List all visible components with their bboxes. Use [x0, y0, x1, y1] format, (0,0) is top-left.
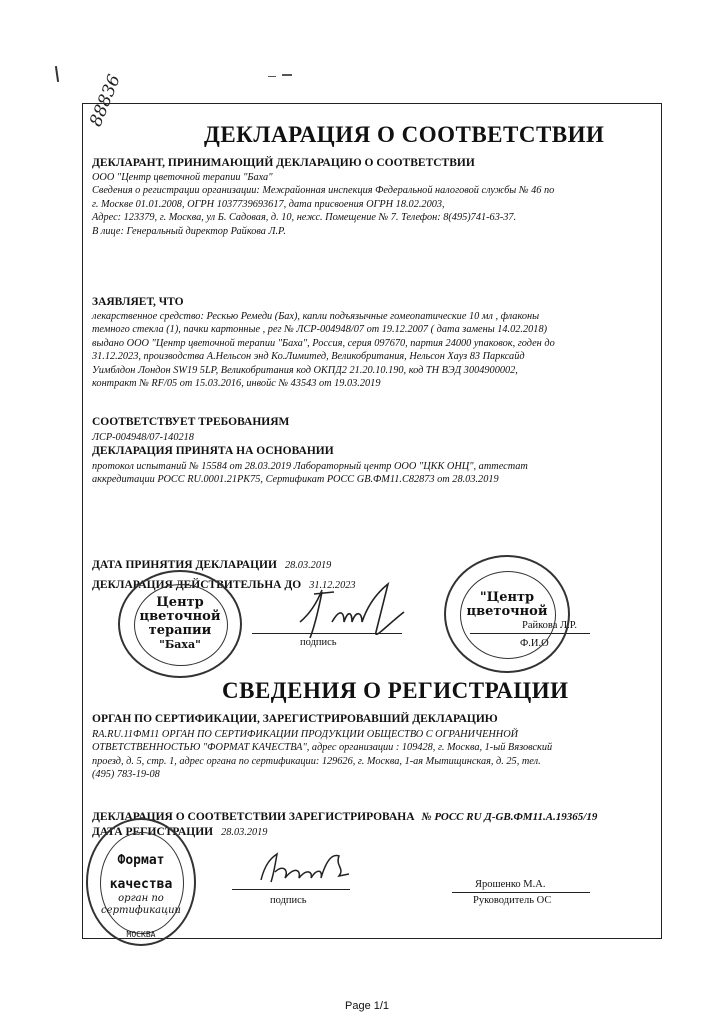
signature-line — [252, 633, 402, 634]
registration-title: СВЕДЕНИЯ О РЕГИСТРАЦИИ — [222, 678, 569, 703]
registration-date-label: ДАТА РЕГИСТРАЦИИ — [92, 826, 214, 838]
head-name-line — [452, 892, 590, 893]
page-number: Page 1/1 — [345, 1000, 390, 1012]
registered-label: ДЕКЛАРАЦИЯ О СООТВЕТСТВИИ ЗАРЕГИСТРИРОВАНА — [92, 811, 415, 823]
declares-line: 31.12.2023, производства А.Нельсон энд Ко.Лимитед, Великобритания, Нельсон Хауз 83 Парксайд — [92, 351, 525, 363]
stamp-text: "Баха" — [159, 638, 201, 651]
organ-block — [92, 728, 552, 782]
registration-date-value: 28.03.2019 — [221, 827, 268, 838]
organ-line: (495) 783-19-08 — [92, 769, 160, 781]
declares-line: лекарственное средство: Рескью Ремеди (Бах), капли подъязычные гомеопатические 10 мл , флаконы — [92, 311, 540, 322]
acceptance-date-label: ДАТА ПРИНЯТИЯ ДЕКЛАРАЦИИ — [92, 559, 277, 571]
certification-stamp — [86, 818, 196, 946]
declarant-line: Адрес: 123379, г. Москва, ул Б. Садовая, д. 10, нежс. Помещение № 7. Телефон: 8(495)741-63-37. — [92, 212, 517, 224]
fio-value: Райкова Л.Р. — [522, 620, 577, 631]
basis-heading: ДЕКЛАРАЦИЯ ПРИНЯТА НА ОСНОВАНИИ — [92, 445, 334, 457]
valid-until-value: 31.12.2023 — [309, 580, 356, 591]
scan-mark — [282, 74, 292, 76]
valid-until-label: ДЕКЛАРАЦИЯ ДЕЙСТВИТЕЛЬНА ДО — [92, 579, 302, 591]
organ-line: проезд, д. 5, стр. 1, адрес органа по сертификации: 129626, г. Москва, 1-ая Мытищинская, д. 25, тел. — [92, 755, 541, 767]
stamp-text: "Центр — [479, 590, 535, 605]
handwritten-number: 88836 — [86, 71, 125, 130]
company-stamp-right — [444, 555, 570, 673]
complies-heading: СООТВЕТСТВУЕТ ТРЕБОВАНИЯМ — [92, 416, 290, 428]
organ-line: ОТВЕТСТВЕННОСТЬЮ "ФОРМАТ КАЧЕСТВА", адрес организации : 109428, г. Москва, 1-ый Вязовский — [92, 742, 553, 754]
basis-block — [92, 460, 528, 487]
head-signature — [255, 850, 355, 890]
stamp-text: качества — [109, 877, 173, 892]
declares-heading: ЗАЯВЛЯЕТ, ЧТО — [92, 296, 184, 308]
company-stamp-left — [118, 570, 242, 678]
head-name: Ярошенко М.А. — [475, 879, 546, 890]
stamp-text: терапии — [148, 623, 212, 638]
stamp-text: сертификации — [101, 905, 181, 916]
stamp-text: Центр — [156, 595, 204, 610]
declares-line: контракт № RF/05 от 15.03.2016, инвойс № 43543 от 19.03.2019 — [92, 378, 381, 390]
declarant-block — [92, 171, 554, 238]
declares-line: темного стекла (1), пачки картонные , рег № ЛСР-004948/07 от 19.12.2007 ( дата замены 14.02.2018) — [92, 324, 548, 336]
stamp-city: МОСКВА — [126, 930, 156, 939]
acceptance-date-value: 28.03.2019 — [284, 560, 332, 571]
declarant-line: В лице: Генеральный директор Райкова Л.Р. — [92, 225, 286, 237]
basis-line: протокол испытаний № 15584 от 28.03.2019 Лабораторный центр ООО "ЦКК ОНЦ", аттестат — [92, 461, 528, 472]
registered-value: № РОСС RU Д-GB.ФМ11.А.19365/19 — [421, 811, 598, 823]
declarant-line: ООО "Центр цветочной терапии "Баха" — [92, 172, 273, 183]
organ-heading: ОРГАН ПО СЕРТИФИКАЦИИ, ЗАРЕГИСТРИРОВАВШИЙ ДЕКЛАРАЦИЮ — [92, 713, 498, 725]
declarant-line: Сведения о регистрации организации: Межрайонная инспекция Федеральной налоговой службы № 46 по — [92, 185, 555, 197]
basis-line: аккредитации РОСС RU.0001.21РК75, Сертификат РОСС GB.ФМ11.С82873 от 28.03.2019 — [92, 474, 499, 486]
head-title: Руководитель ОС — [473, 895, 552, 906]
declarant-heading: ДЕКЛАРАНТ, ПРИНИМАЮЩИЙ ДЕКЛАРАЦИЮ О СООТВЕТСТВИИ — [92, 157, 475, 169]
page-title: ДЕКЛАРАЦИЯ О СООТВЕТСТВИИ — [204, 122, 605, 147]
declarant-line: г. Москве 01.01.2008, ОГРН 1037739693617, дата присвоения ОГРН 18.02.2003, — [92, 198, 445, 210]
stamp-text: цветочной — [466, 604, 548, 619]
stamp-text: Формат — [117, 853, 165, 868]
acceptance-date-row — [92, 555, 331, 573]
stamp-text: орган по — [118, 893, 164, 904]
fio-label: Ф.И.О — [520, 638, 549, 649]
scan-mark — [55, 66, 59, 82]
complies-value: ЛСР-004948/07-140218 — [92, 432, 194, 443]
declares-line: Уимблдон Лондон SW19 5LP, Великобритания код ОКПД2 21.20.10.190, код ТН ВЭД 3004900002, — [92, 364, 518, 376]
organ-line: RA.RU.11ФМ11 ОРГАН ПО СЕРТИФИКАЦИИ ПРОДУКЦИИ ОБЩЕСТВО С ОГРАНИЧЕННОЙ — [92, 729, 519, 740]
head-signature-label: подпись — [270, 895, 307, 906]
scan-mark — [268, 76, 276, 77]
declares-block — [92, 310, 555, 390]
stamp-text: цветочной — [139, 609, 221, 624]
signature-label: подпись — [300, 637, 337, 648]
head-signature-line — [232, 889, 350, 890]
declares-line: выдано ООО "Центр цветочной терапии "Баха", Россия, серия 097670, партия 24000 упаковок, годен до — [92, 337, 555, 349]
